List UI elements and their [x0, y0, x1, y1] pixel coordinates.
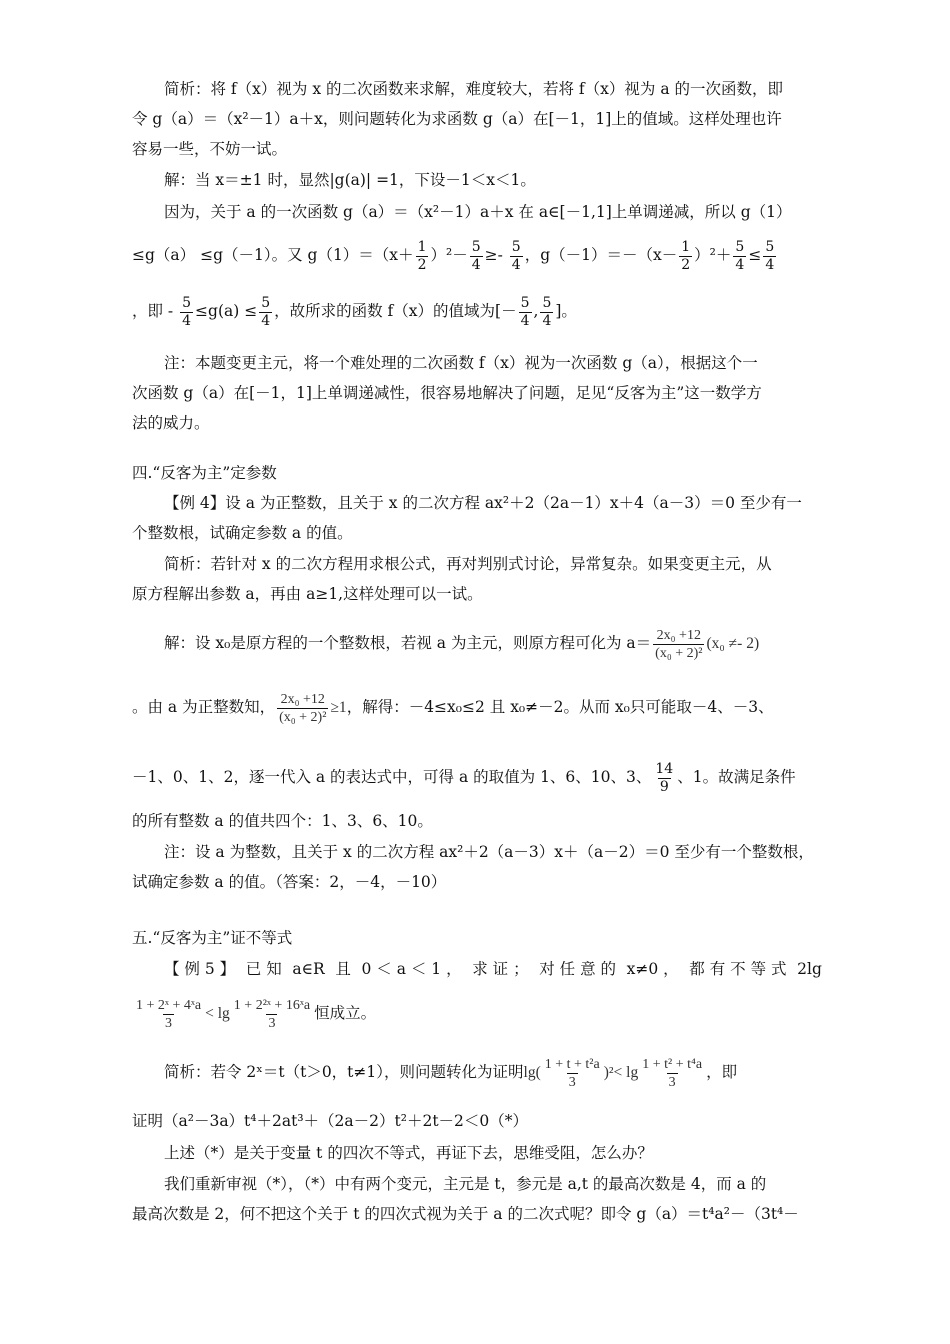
- inequality-text: ≥1: [330, 699, 347, 716]
- fraction-five-quarters: $\frac{5}{4}$: [261, 294, 271, 329]
- text-segment: 恒成立。: [314, 1004, 377, 1022]
- text-segment: ）²－: [430, 246, 468, 264]
- fraction-five-quarters: $\frac{5}{4}$: [542, 294, 552, 329]
- less-than-lg: < lg: [205, 1005, 230, 1022]
- text-segment: ]。: [555, 302, 577, 320]
- example4-line-1: 【例 4】设 a 为正整数，且关于 x 的二次方程 ax²＋2（2a－1）x＋4（a－3）＝0 至少有一: [164, 494, 802, 512]
- text-segment: 、1。故满足条件: [677, 768, 796, 786]
- example5-line-1: [164, 958, 822, 980]
- note-line-3: 法的威力。: [132, 414, 210, 432]
- text-segment: ）²＋: [694, 246, 732, 264]
- fraction-half: $\frac{1}{2}$: [417, 238, 427, 273]
- text-segment: ，故所求的函数 f（x）的值域为[－: [274, 302, 517, 320]
- text-segment: ，即 -: [132, 302, 174, 320]
- condition-text: (x₀ ≠- 2): [706, 635, 760, 652]
- monotonic-line-2: [132, 235, 822, 275]
- range-line: [132, 291, 822, 331]
- text-segment: ，g（－1）＝－（x－: [524, 246, 678, 264]
- square-close: )²: [603, 1064, 614, 1081]
- note4-line-1: 注：设 a 为整数，且关于 x 的二次方程 ax²＋2（a－3）x＋（a－2）＝0 至少有一个整数根，: [164, 843, 814, 861]
- fraction-a-expression: $\frac{\text{2x₀ +12}}{\text{(x₀ + 2)²}}$: [655, 627, 703, 661]
- fraction-five-quarters: $\frac{5}{4}$: [182, 294, 192, 329]
- word: 2lg: [797, 960, 822, 978]
- less-than-lg: < lg: [613, 1064, 639, 1081]
- analysis-line-2: 令 g（a）＝（x²－1）a＋x，则问题转化为求函数 g（a）在[－1，1]上的值域。这样处理也许: [132, 110, 782, 128]
- review-line-1: 我们重新审视（*），（*）中有两个变元，主元是 t，参元是 a,t 的最高次数是 4，而 a 的: [164, 1175, 767, 1193]
- word: 【 例 5 】: [164, 960, 236, 978]
- text-segment: ，即: [706, 1063, 738, 1081]
- word: 对 任 意 的: [539, 960, 617, 978]
- fraction-five-quarters: $\frac{5}{4}$: [471, 238, 481, 273]
- word: 0 ＜ a ＜ 1 ，: [361, 960, 462, 978]
- word: 且: [335, 960, 351, 978]
- solution4-line-3: [132, 755, 822, 799]
- word: 已 知: [245, 960, 282, 978]
- fraction-five-quarters: $\frac{5}{4}$: [765, 238, 775, 273]
- analysis-line-1: 简析：将 f（x）视为 x 的二次函数来求解，难度较大，若将 f（x）视为 a 的一次函数，即: [164, 80, 784, 98]
- analysis5-line-2: 证明（a²－3a）t⁴＋2at³＋（2a－2）t²＋2t－2＜0（*）: [132, 1112, 529, 1130]
- lg-open: lg(: [523, 1064, 541, 1081]
- fraction-left-expression: $\frac{\text{1 + 2ˣ + 4ˣa}}{3}$: [136, 997, 202, 1031]
- fraction-five-quarters: $\frac{5}{4}$: [735, 238, 745, 273]
- text-segment: ,: [533, 302, 539, 320]
- analysis5-line-1: [164, 1050, 822, 1095]
- word: 都 有 不 等 式: [689, 960, 787, 978]
- text-segment: ≤: [748, 246, 762, 264]
- word: a∈R: [292, 960, 325, 978]
- analysis-line-3: 容易一些，不妨一试。: [132, 140, 288, 158]
- fraction-t-expression-2: $\frac{\text{1 + t² + t⁴a}}{3}$: [642, 1056, 703, 1090]
- text-segment: －1、0、1、2，逐一代入 a 的表达式中，可得 a 的取值为 1、6、10、3、: [132, 768, 652, 786]
- fraction-a-expression: $\frac{\text{2x₀ +12}}{\text{(x₀ + 2)²}}$: [279, 691, 327, 725]
- paragraph-stuck: 上述（*）是关于变量 t 的四次不等式，再证下去，思维受阻，怎么办？: [164, 1144, 653, 1162]
- text-segment: ≥-: [484, 246, 503, 264]
- solution-line: 解：当 x＝±1 时，显然|g(a)| =1，下设－1＜x＜1。: [164, 171, 536, 189]
- text-segment: 。由 a 为正整数知，: [132, 698, 276, 716]
- note-line-1: 注：本题变更主元，将一个难处理的二次函数 f（x）视为一次函数 g（a），根据这个一: [164, 354, 758, 372]
- analysis4-line-2: 原方程解出参数 a，再由 a≥1,这样处理可以一试。: [132, 585, 483, 603]
- text-segment: ≤g(a) ≤: [195, 302, 258, 320]
- review-line-2: 最高次数是 2，何不把这个关于 t 的四次式视为关于 a 的二次式呢？即令 g（a）＝t⁴a²－（3t⁴－: [132, 1205, 799, 1223]
- text-segment: ，解得：－4≤x₀≤2 且 x₀≠－2。从而 x₀只可能取－4、－3、: [346, 698, 774, 716]
- text-segment: 解：设 x₀是原方程的一个整数根，若视 a 为主元，则原方程可化为 a＝: [164, 634, 652, 652]
- fraction-right-expression: $\frac{\text{1 + 2²ˣ + 16ˣa}}{3}$: [233, 997, 311, 1031]
- note4-line-2: 试确定参数 a 的值。（答案：2，－4，－10）: [132, 873, 447, 891]
- text-segment: ≤g（a） ≤g（－1）。又 g（1）＝（x＋: [132, 246, 414, 264]
- solution4-line-4: 的所有整数 a 的值共四个：1、3、6、10。: [132, 812, 433, 830]
- section-heading-5: 五.“反客为主”证不等式: [132, 929, 293, 947]
- word: x≠0 ，: [626, 960, 679, 978]
- example5-line-2: [132, 991, 822, 1036]
- note-line-2: 次函数 g（a）在[－1，1]上单调递减性，很容易地解决了问题，足见“反客为主”这一数学方: [132, 384, 762, 402]
- fraction-five-quarters: $\frac{5}{4}$: [511, 238, 521, 273]
- example4-line-2: 个整数根，试确定参数 a 的值。: [132, 524, 353, 542]
- monotonic-line-1: 因为，关于 a 的一次函数 g（a）＝（x²－1）a＋x 在 a∈[－1,1]上单调递减，所以 g（1）: [164, 203, 792, 221]
- fraction-half: $\frac{1}{2}$: [681, 238, 691, 273]
- text-segment: 简析：若令 2ˣ＝t（t＞0，t≠1），则问题转化为证明: [164, 1063, 524, 1081]
- solution4-line-2: [132, 685, 822, 730]
- section-heading-4: 四.“反客为主”定参数: [132, 464, 277, 482]
- fraction-five-quarters: $\frac{5}{4}$: [520, 294, 530, 329]
- fraction-fourteen-ninths: $\frac{14}{9}$: [655, 760, 674, 795]
- word: 求 证 ；: [472, 960, 529, 978]
- analysis4-line-1: 简析：若针对 x 的二次方程用求根公式，再对判别式讨论，异常复杂。如果变更主元，从: [164, 555, 772, 573]
- solution4-line-1: [164, 621, 822, 666]
- fraction-t-expression-1: $\frac{\text{1 + t + t²a}}{3}$: [544, 1056, 600, 1090]
